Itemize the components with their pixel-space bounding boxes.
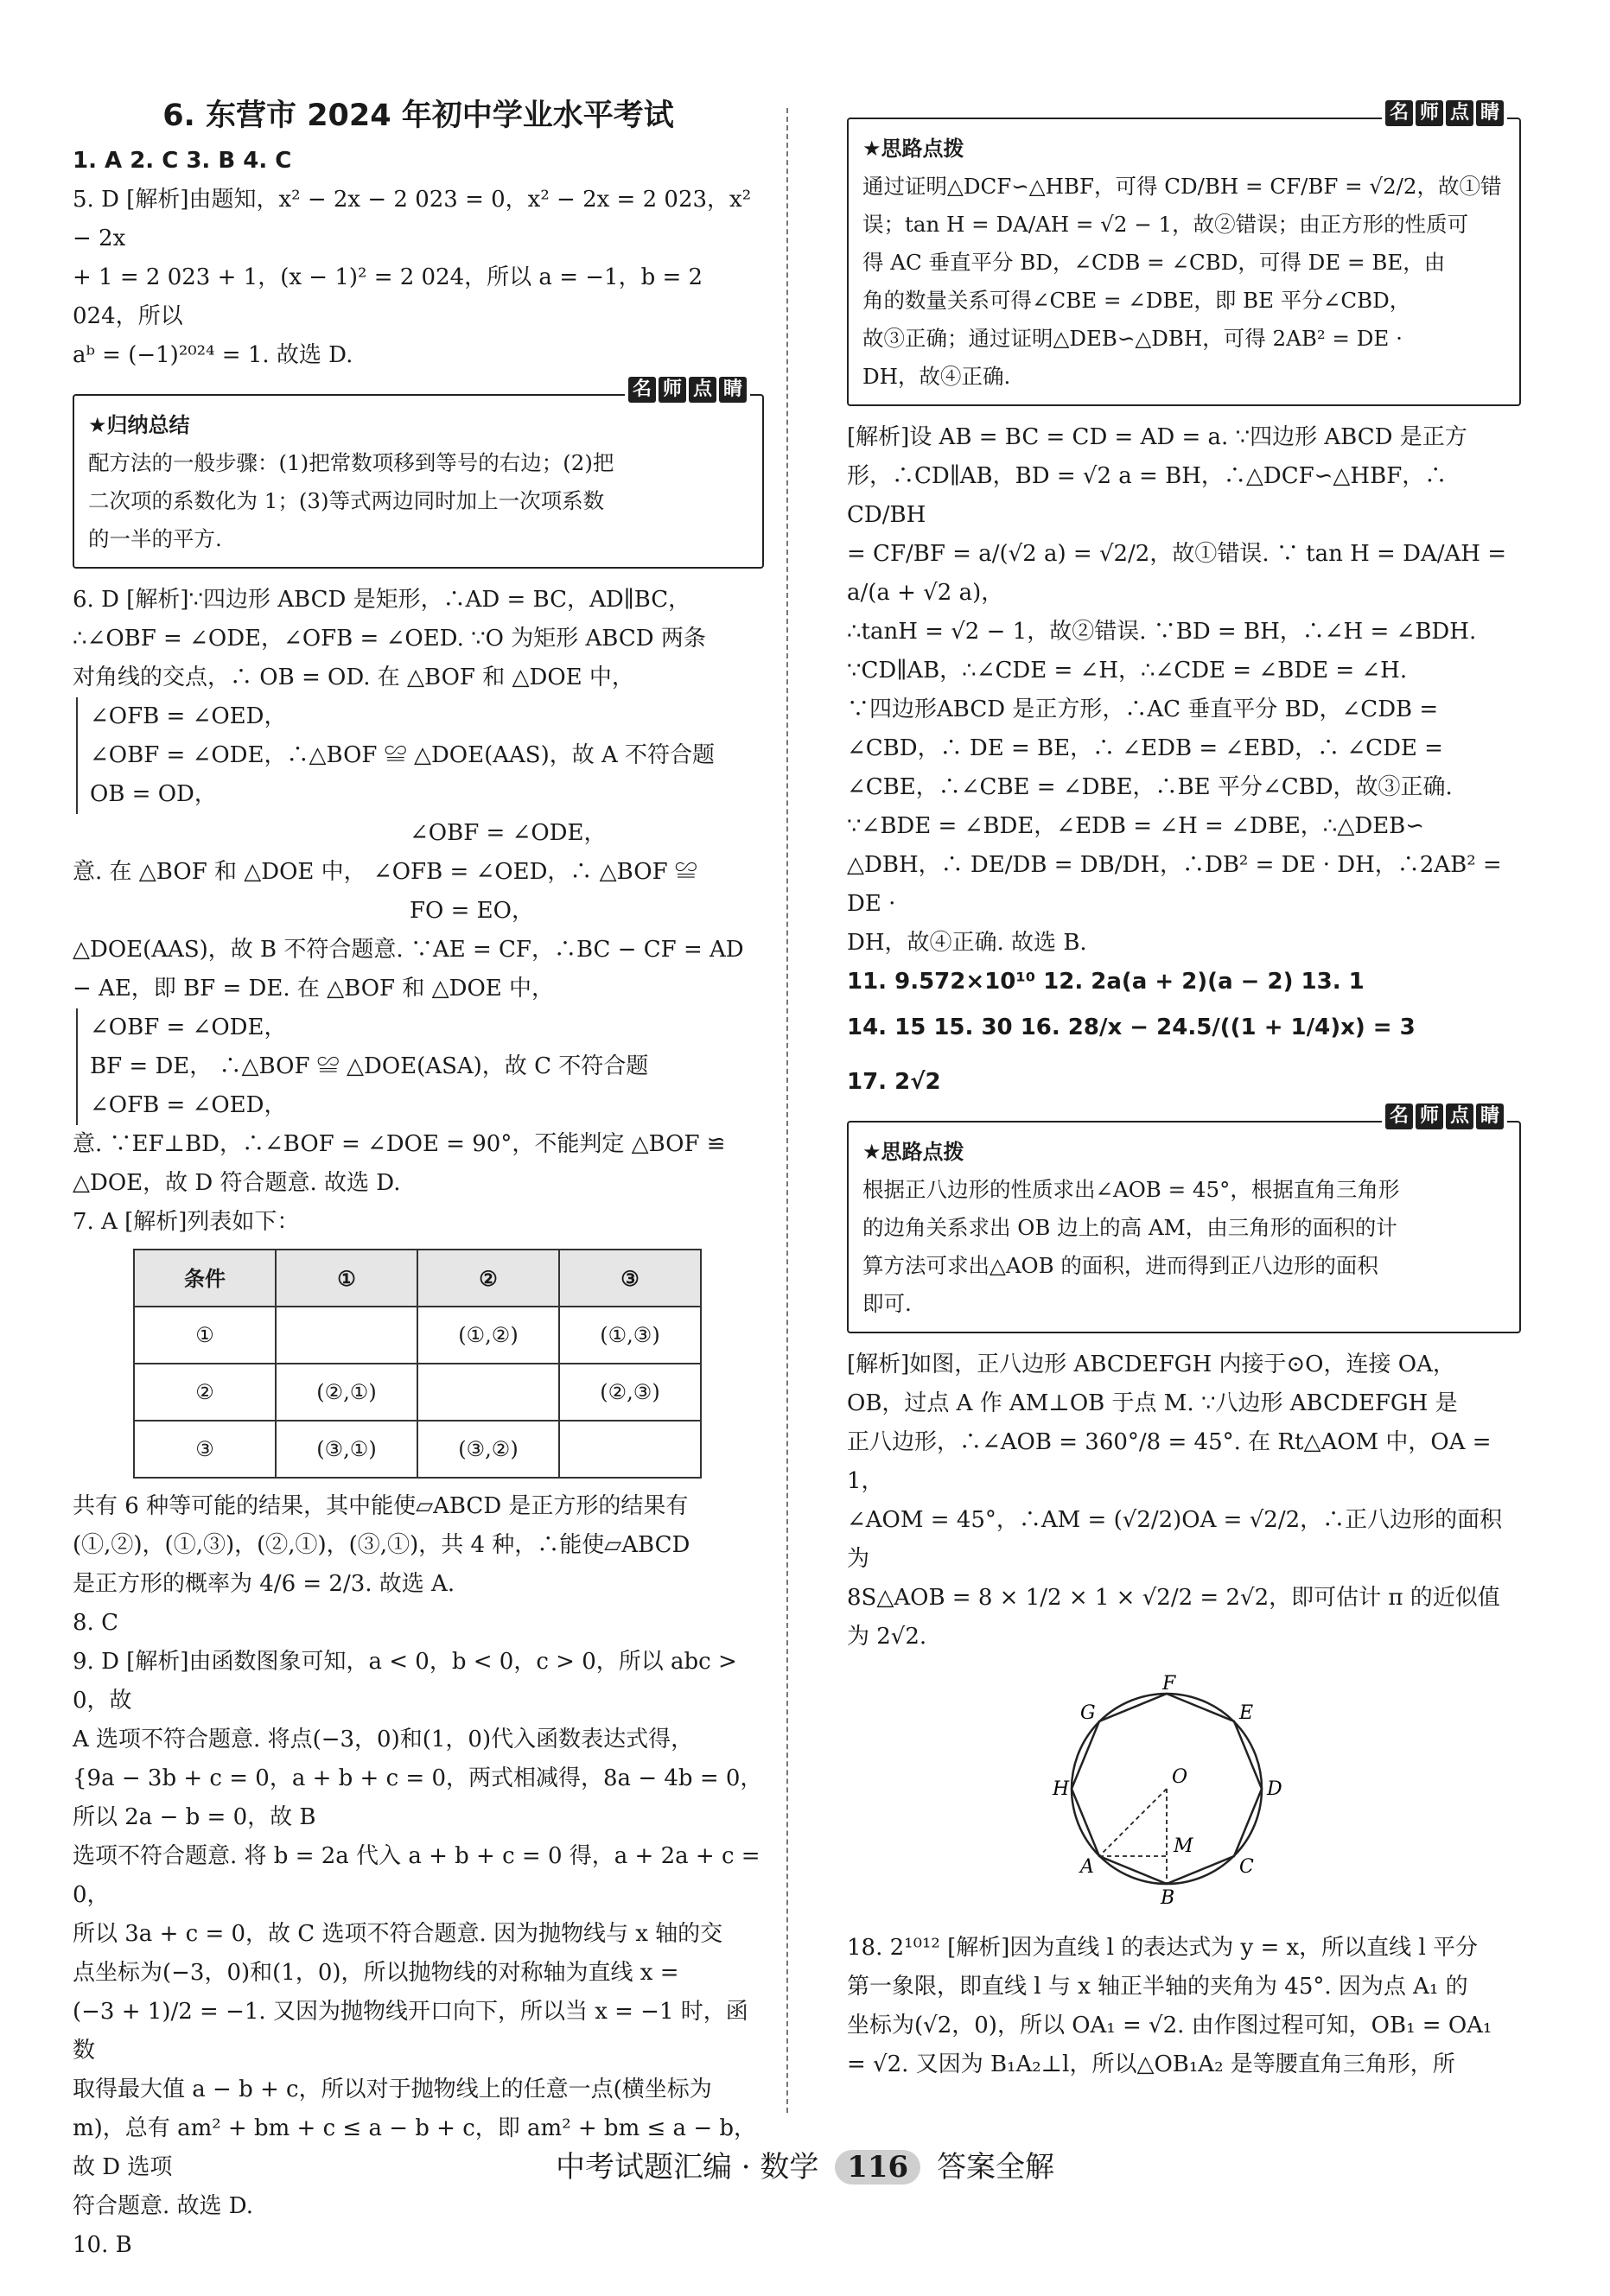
question-10-solution: [解析]设 AB = BC = CD = AD = a. ∵四边形 ABCD 是正方 形，∴CD∥AB，BD = √2 a = BH，∴△DCF∽△HBF，∴ CD/BH = CF/BF = a/(√2 a) = √2/2，故①错误. ∵ tan H = DA/AH = a/(a + √2 a)， ∴tanH = √2 − 1，故②错误. ∵BD = BH，∴∠H = ∠BDH. ∵CD∥AB，∴∠CDE = ∠H，∴∠CDE = ∠BDE = ∠H. ∵四边形ABCD 是正方形，∴AC 垂直平分 BD，∠CDB = ∠CBD，∴ DE = BE，∴ ∠EDB = ∠EBD，∴ ∠CDE = ∠CBE，∴∠CBE = ∠DBE，∴BE 平分∠CBD，故③正确. ∵∠BDE = ∠BDE，∠EDB = ∠H = ∠DBE，∴△DEB∽ △DBH，∴ DE/DB = DB/DH，∴DB² = DE · DH，∴2AB² = DE · DH，故④正确. 故选 B. [847, 424, 1506, 956]
question-17-solution: [解析]如图，正八边形 ABCDEFGH 内接于⊙O，连接 OA， OB，过点 A 作 AM⊥OB 于点 M. ∵八边形 ABCDEFGH 是 正八边形，∴∠AOB = 360°/8 = 45°. 在 Rt△AOM 中，OA = 1， ∠AOM = 45°，∴AM = (√2/2)OA = √2/2，∴正八边形的面积为 8S△AOB = 8 × 1/2 × 1 × √2/2 = 2√2，即可估计 π 的近似值为 2√2. [847, 1352, 1503, 1650]
label-m: M [1174, 1835, 1193, 1857]
label-b: B [1161, 1887, 1175, 1905]
outcome-table: 条件 ① ② ③ ① (①,②) (①,③) ② (②,①) (②,③) ③ (③,①) (③,②) [133, 1249, 702, 1479]
teacher-tip-badge: 名 师 点 睛 [625, 377, 750, 403]
left-column [73, 95, 764, 2265]
segment-oa [1099, 1789, 1167, 1856]
right-column [847, 95, 1521, 2084]
answers-14-16: 14. 15 15. 30 16. 28/x − 24.5/((1 + 1/4)x) = 3 [847, 1014, 1416, 1040]
label-o: O [1172, 1766, 1188, 1788]
tip-box-summary: 名 师 点 睛 ★归纳总结 配方法的一般步骤：(1)把常数项移到等号的右边；(2)把 二次项的系数化为 1；(3)等式两边同时加上一次项系数 的一半的平方. [73, 394, 764, 569]
label-f: F [1162, 1673, 1176, 1695]
label-g: G [1080, 1702, 1096, 1724]
footer-book-title: 中考试题汇编 · 数学 [555, 2150, 819, 2185]
box-title: ★归纳总结 [88, 413, 190, 437]
answers-11-13: 11. 9.572×10¹⁰ 12. 2a(a + 2)(a − 2) 13. 1 [847, 969, 1365, 995]
octagon-diagram [1037, 1672, 1296, 1905]
page-title: 6. 东营市 2024 年初中学业水平考试 [162, 99, 674, 133]
label-a: A [1080, 1856, 1094, 1878]
question-6: 6. D [解析]∵四边形 ABCD 是矩形，∴AD = BC，AD∥BC， ∴∠OBF = ∠ODE，∠OFB = ∠OED. ∵O 为矩形 ABCD 两条 对角线的交点，∴ OB = OD. 在 △BOF 和 △DOE 中， ∠OFB = ∠OED， ∠OBF = ∠ODE，∴△BOF ≌ △DOE(AAS)，故 A 不符合题 OB = OD， ∠OBF = ∠ODE， 意. 在 △BOF 和 △DOE 中， ∠OFB = ∠OED，∴ △BOF ≌ FO = EO， △DOE(AAS)，故 B 不符合题意. ∵AE = CF，∴BC − CF = AD − AE，即 BF = DE. 在 △BOF 和 △DOE 中， ∠OBF = ∠ODE， BF = DE， ∴△BOF ≌ △DOE(ASA)，故 C 不符合题 ∠OFB = ∠OED， 意. ∵EF⊥BD，∴∠BOF = ∠DOE = 90°，不能判定 △BOF ≌ △DOE，故 D 符合题意. 故选 D. [73, 581, 764, 1203]
octagon-figure [1037, 1672, 1521, 1918]
question-9: 9. D [解析]由函数图象可知，a < 0，b < 0，c > 0，所以 abc > 0，故 A 选项不符合题意. 将点(−3，0)和(1，0)代入函数表达式得， {9a − 3b + c = 0，a + b + c = 0，两式相减得，8a − 4b = 0，所以 2a − b = 0，故 B 选项不符合题意. 将 b = 2a 代入 a + b + c = 0 得，a + 2a + c = 0， 所以 3a + c = 0，故 C 选项不符合题意. 因为抛物线与 x 轴的交 点坐标为(−3，0)和(1，0)，所以抛物线的对称轴为直线 x = (−3 + 1)/2 = −1. 又因为抛物线开口向下，所以当 x = −1 时，函数 取得最大值 a − b + c，所以对于抛物线上的任意一点(横坐标为 m)，总有 am² + bm + c ≤ a − b + c，即 am² + bm ≤ a − b，故 D 选项 符合题意. 故选 D. [73, 1649, 763, 2219]
teacher-tip-badge: 名 师 点 睛 [1382, 1103, 1507, 1129]
label-c: C [1239, 1856, 1254, 1878]
page-footer [0, 2143, 1610, 2185]
question-8: 8. C [73, 1610, 118, 1636]
column-divider [786, 108, 788, 2113]
tip-box-q17: 名 师 点 睛 ★思路点拨 根据正八边形的性质求出∠AOB = 45°，根据直角三角形 的边角关系求出 OB 边上的高 AM，由三角形的面积的计 算方法可求出△AOB 的面积，进而得到正八边形的面积 即可. [847, 1121, 1521, 1333]
page-number: 116 [835, 2150, 920, 2185]
answers-1-4: 1. A 2. C 3. B 4. C [73, 148, 292, 174]
label-h: H [1053, 1778, 1070, 1800]
question-5: 5. D [解析]由题知，x² − 2x − 2 023 = 0，x² − 2x = 2 023，x² − 2x + 1 = 2 023 + 1，(x − 1)² = 2 024，所以 a = −1，b = 2 024，所以 aᵇ = (−1)²⁰²⁴ = 1. 故选 D. [73, 187, 752, 368]
label-e: E [1239, 1702, 1254, 1724]
question-10: 10. B [73, 2232, 132, 2258]
teacher-tip-badge: 名 师 点 睛 [1382, 100, 1507, 126]
footer-section: 答案全解 [937, 2150, 1055, 2185]
question-7: 7. A [解析]列表如下： 条件 ① ② ③ ① (①,②) (①,③) ② (②,①) (②,③) ③ (③,①) (③,②) 共有 6 种等可能的结果，其中能使▱ABCD 是正方形的结果有 (①,②)，(①,③)，(②,①)，(③,①)，共 4 种，∴能使▱ABCD 是正方形的概率为 4/6 = 2/3. 故选 A. [73, 1203, 764, 1604]
question-18: 18. 2¹⁰¹² [解析]因为直线 l 的表达式为 y = x，所以直线 l 平分 第一象限，即直线 l 与 x 轴正半轴的夹角为 45°. 因为点 A₁ 的 坐标为(√2，0)，所以 OA₁ = √2. 由作图过程可知，OB₁ = OA₁ = √2. 又因为 B₁A₂⊥l，所以△OB₁A₂ 是等腰直角三角形，所 [847, 1935, 1492, 2077]
label-d: D [1267, 1778, 1282, 1800]
tip-box-q10: 名 师 点 睛 ★思路点拨 通过证明△DCF∽△HBF，可得 CD/BH = CF/BF = √2/2，故①错 误；tan H = DA/AH = √2 − 1，故②错误；由正方形的性质可 得 AC 垂直平分 BD，∠CDB = ∠CBD，可得 DE = BE，由 角的数量关系可得∠CBE = ∠DBE，即 BE 平分∠CBD， 故③正确；通过证明△DEB∽△DBH，可得 2AB² = DE · DH，故④正确. [847, 118, 1521, 406]
answer-17: 17. 2√2 [847, 1069, 941, 1095]
